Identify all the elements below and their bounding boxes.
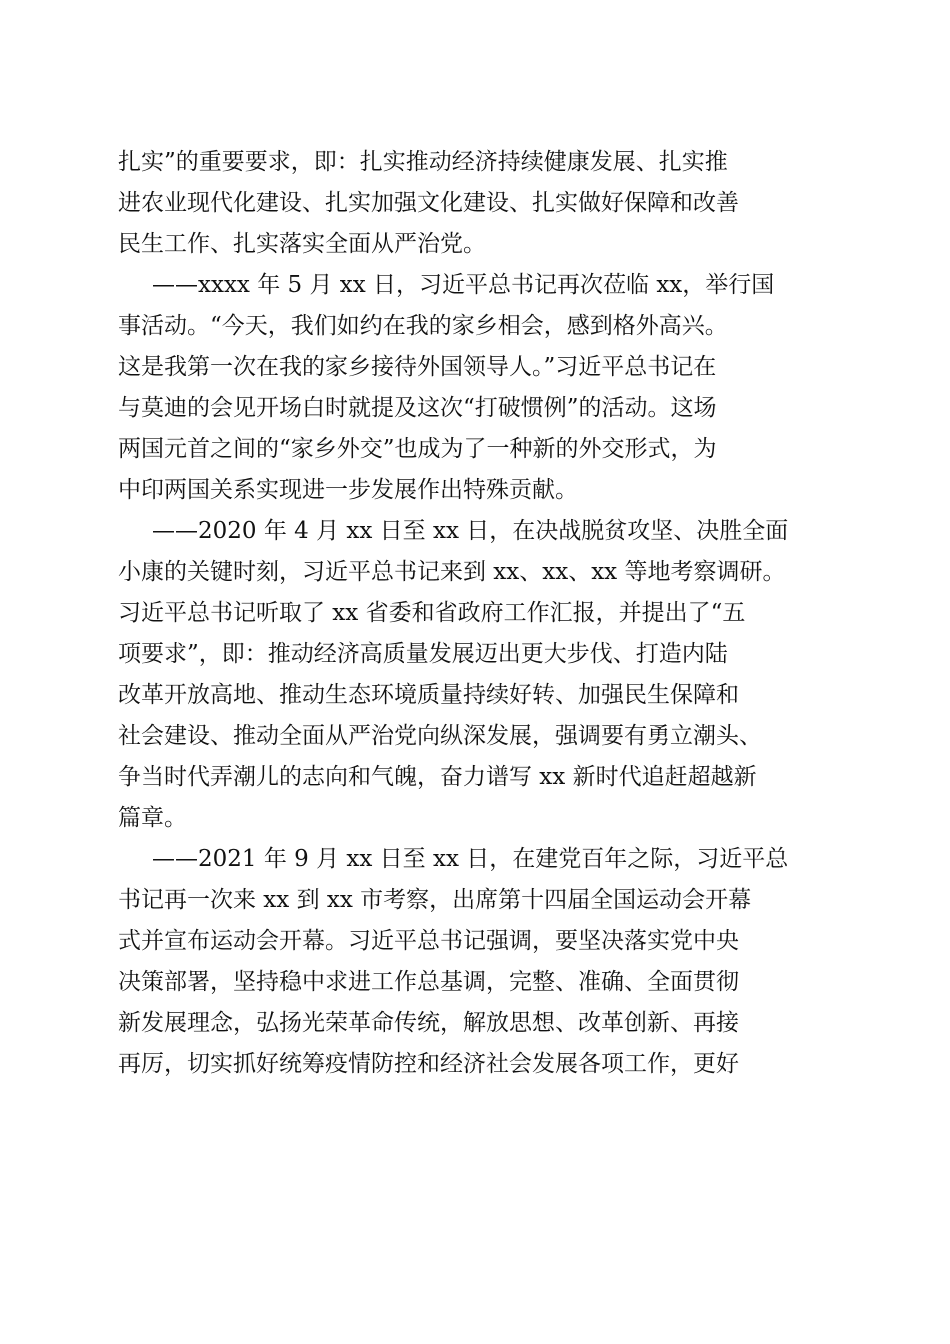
text-line: 进农业现代化建设、扎实加强文化建设、扎实做好保障和改善 xyxy=(118,190,739,216)
text-line: 两国元首之间的“家乡外交”也成为了一种新的外交形式，为 xyxy=(118,436,717,462)
paragraph xyxy=(118,265,833,511)
text-line: 中印两国关系实现进一步发展作出特殊贡献。 xyxy=(118,477,578,503)
text-line: 事活动。“今天，我们如约在我的家乡相会，感到格外高兴。 xyxy=(118,313,728,339)
text-line: 式并宣布运动会开幕。习近平总书记强调，要坚决落实党中央 xyxy=(118,928,739,954)
text-line: ——2021 年 9 月 xx 日至 xx 日，在建党百年之际，习近平总 xyxy=(152,846,789,872)
paragraph xyxy=(118,142,833,265)
text-line: ——2020 年 4 月 xx 日至 xx 日，在决战脱贫攻坚、决胜全面 xyxy=(152,518,789,544)
text-line: 社会建设、推动全面从严治党向纵深发展，强调要有勇立潮头、 xyxy=(118,723,762,749)
text-line: 新发展理念，弘扬光荣革命传统，解放思想、改革创新、再接 xyxy=(118,1010,739,1036)
text-line: 与莫迪的会见开场白时就提及这次“打破惯例”的活动。这场 xyxy=(118,395,717,421)
text-line: 民生工作、扎实落实全面从严治党。 xyxy=(118,231,486,257)
text-line: 篇章。 xyxy=(118,805,187,831)
text-line: 小康的关键时刻，习近平总书记来到 xx、xx、xx 等地考察调研。 xyxy=(118,559,786,585)
text-line: 这是我第一次在我的家乡接待外国领导人。”习近平总书记在 xyxy=(118,354,717,380)
text-line: ——xxxx 年 5 月 xx 日，习近平总书记再次莅临 xx，举行国 xyxy=(152,272,775,298)
paragraph xyxy=(118,839,833,1085)
text-line: 书记再一次来 xx 到 xx 市考察，出席第十四届全国运动会开幕 xyxy=(118,887,752,913)
text-line: 改革开放高地、推动生态环境质量持续好转、加强民生保障和 xyxy=(118,682,739,708)
text-line: 再厉，切实抓好统筹疫情防控和经济社会发展各项工作，更好 xyxy=(118,1051,739,1077)
text-line: 争当时代弄潮儿的志向和气魄，奋力谱写 xx 新时代追赶超越新 xyxy=(118,764,757,790)
text-line: 项要求”，即：推动经济高质量发展迈出更大步伐、打造内陆 xyxy=(118,641,728,667)
text-line: 决策部署，坚持稳中求进工作总基调，完整、准确、全面贯彻 xyxy=(118,969,739,995)
text-line: 扎实”的重要要求，即：扎实推动经济持续健康发展、扎实推 xyxy=(118,149,728,175)
paragraph xyxy=(118,511,833,839)
text-line: 习近平总书记听取了 xx 省委和省政府工作汇报，并提出了“五 xyxy=(118,600,746,626)
document-page xyxy=(118,142,833,1085)
